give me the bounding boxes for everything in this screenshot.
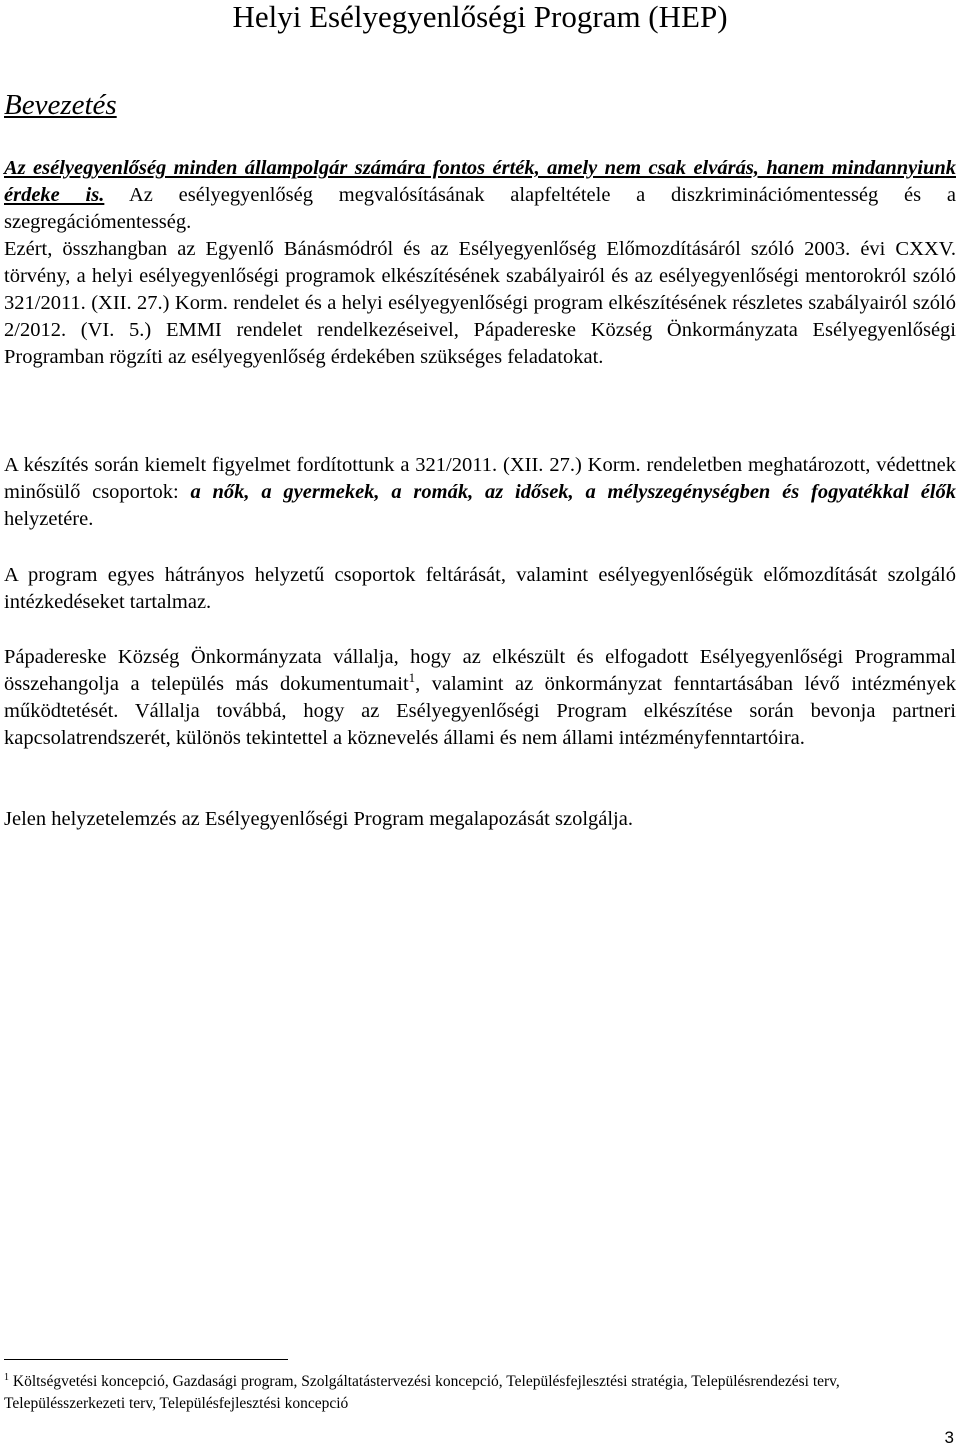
commitment-paragraph xyxy=(4,644,956,752)
footnote-marker: 1 xyxy=(4,1371,9,1383)
protected-groups-list: a nők, a gyermekek, a romák, az idősek, a mélyszegénységben és fogyatékkal élők xyxy=(190,481,957,503)
footnote-divider xyxy=(4,1359,288,1360)
commitment-after: , valamint az önkormányzat fenntartásában lévő intézmények működtetését. Vállalja továbbá, hogy az Esélyegyenlőségi Program elkészítése során bevonja partneri kapcsolatrendszerét, különös tekintettel a köznevelés állami és nem állami intézményfenntartóira. xyxy=(4,673,956,749)
footnote xyxy=(4,1371,956,1415)
intro-rest: Az esélyegyenlőség megvalósításának alapfeltétele a diszkriminációmentesség és a szegregációmentesség. xyxy=(4,184,956,233)
legal-basis-paragraph: Ezért, összhangban az Egyenlő Bánásmódról és az Esélyegyenlőség Előmozdításáról szóló 2003. évi CXXV. törvény, a helyi esélyegyenlőségi programok elkészítésének szabályairól és az esélyegyenlőségi mentorokról szóló 321/2011. (XII. 27.) Korm. rendelet és a helyi esélyegyenlőségi program elkészítésének részletes szabályairól szóló 2/2012. (VI. 5.) EMMI rendelet rendelkezéseivel, Pápadereske Község Önkormányzata Esélyegyenlőségi Programban rögzíti az esélyegyenlőség érdekében szükséges feladatokat. xyxy=(4,238,956,368)
protected-groups-before: A készítés során kiemelt figyelmet fordítottunk a 321/2011. (XII. 27.) Korm. rendeletben meghatározott, védettnek minősülő csoportok: xyxy=(4,454,956,503)
footnote-text: Költségvetési koncepció, Gazdasági program, Szolgáltatástervezési koncepció, Településfejlesztési stratégia, Településrendezési terv, Településszerkezeti terv, Településfejlesztési koncepció xyxy=(4,1373,840,1412)
intro-emphasis: Az esélyegyenlőség minden állampolgár számára fontos érték, amely nem csak elvárás, hanem mindannyiunk érdeke is. xyxy=(4,157,956,206)
closing-paragraph: Jelen helyzetelemzés az Esélyegyenlőségi Program megalapozását szolgálja. xyxy=(4,808,633,830)
document-title: Helyi Esélyegyenlőségi Program (HEP) xyxy=(232,0,728,34)
footnote-reference[interactable]: 1 xyxy=(408,670,416,686)
intro-paragraph xyxy=(4,155,956,236)
page-number: 3 xyxy=(944,1428,954,1447)
protected-groups-after: helyzetére. xyxy=(4,508,94,530)
program-content-paragraph: A program egyes hátrányos helyzetű csoportok feltárását, valamint esélyegyenlőségük előmozdítását szolgáló intézkedéseket tartalmaz. xyxy=(4,564,956,613)
section-heading: Bevezetés xyxy=(4,89,117,121)
commitment-before: Pápadereske Község Önkormányzata vállalja, hogy az elkészült és elfogadott Esélyegyenlőségi Programmal összehangolja a település más dokumentumait xyxy=(4,646,956,695)
protected-groups-paragraph xyxy=(4,452,956,533)
